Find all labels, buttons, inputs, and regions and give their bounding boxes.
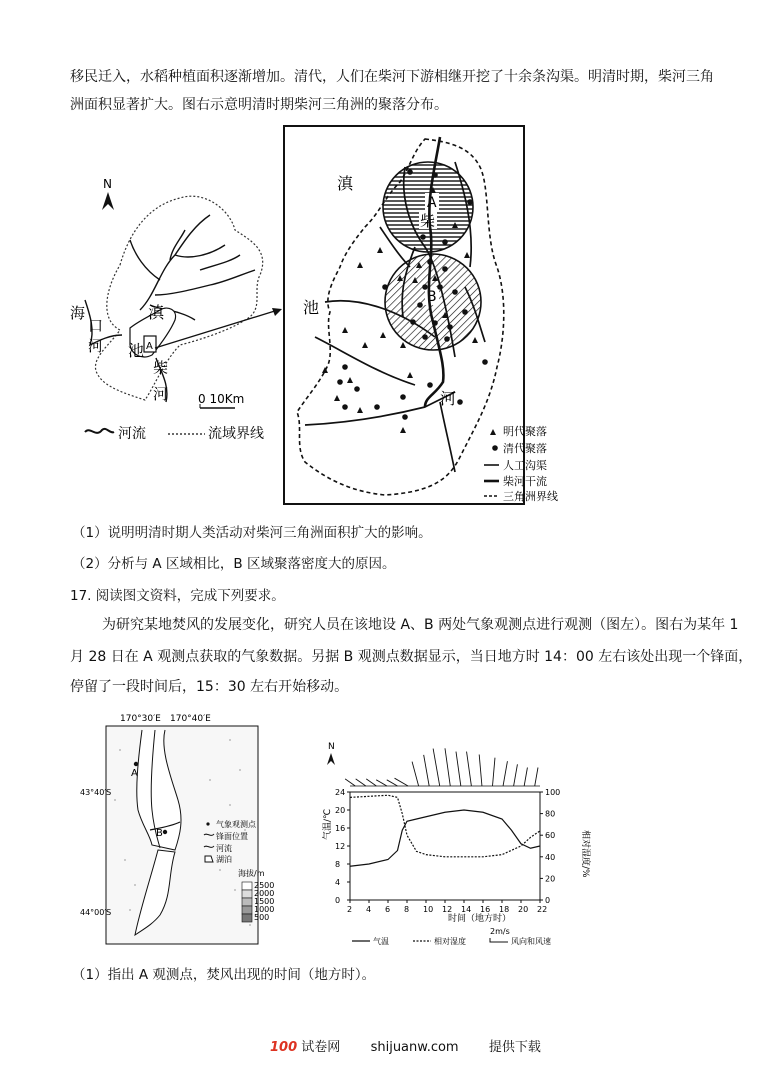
x-tick-label: 16 [480, 905, 491, 914]
y2-tick-label: 100 [545, 788, 561, 797]
zone-a-label: A [427, 195, 437, 211]
temperature-line [350, 810, 540, 866]
haikou-label-2: 口 [88, 317, 104, 335]
wind-arrow [395, 778, 409, 786]
legend-river-label: 河流 [118, 426, 146, 442]
he-label: 河 [440, 389, 457, 408]
zone-a-chai-label: 柴 [420, 212, 436, 230]
chart-legend-wind: 风向和风速 [511, 937, 551, 946]
lon-label-1: 170°30′E [120, 714, 161, 724]
q17-para-3: 停留了一段时间后，15：30 左右开始移动。 [70, 679, 349, 695]
question-17-title: 17. 阅读图文资料，完成下列要求。 [70, 588, 285, 604]
y2-tick-label: 80 [545, 809, 556, 819]
question-17-1: （1）指出 A 观测点，焚风出现的时间（地方时）。 [72, 967, 376, 983]
x-tick-label: 4 [366, 905, 372, 914]
y-tick-label: 20 [335, 806, 346, 815]
wind-arrow [356, 779, 366, 786]
wind-arrow [345, 779, 355, 786]
elev-2: 1500 [254, 897, 275, 906]
scale-label: 0 10Km [198, 392, 245, 406]
elev-1: 2000 [254, 889, 275, 898]
legend-delta-boundary: 三角洲界线 [503, 490, 558, 503]
chart-north-label: N [328, 742, 335, 752]
wind-arrow [456, 752, 461, 786]
north-label: N [103, 177, 112, 191]
y-tick-label: 24 [335, 788, 346, 797]
station-a-label: A [131, 768, 138, 779]
basin-boundary [95, 196, 262, 400]
map3-legend-lake: 湖泊 [216, 855, 232, 864]
chart-y2label: 相对湿度/% [580, 830, 590, 878]
delta-box-label: A [146, 341, 153, 352]
chai-label-1: 柴 [153, 359, 169, 377]
haikou-label-1: 海 [70, 304, 86, 322]
legend-main-river: 柴河干流 [503, 475, 547, 488]
chart-ylabel: 气温/℃ [323, 808, 333, 840]
wind-arrow [467, 752, 472, 786]
legend-ming: 明代聚落 [503, 425, 547, 438]
y-tick-label: 16 [335, 824, 346, 833]
map3-legend-station: 气象观测点 [216, 820, 256, 829]
map3-legend-front: 锋面位置 [216, 832, 248, 841]
q17-para-2: 月 28 日在 A 观测点获取的气象数据。另据 B 观测点数据显示，当日地方时 14：00 左右该处出现一个锋面， [70, 649, 753, 665]
elev-3: 1000 [254, 905, 275, 914]
x-tick-label: 8 [404, 905, 410, 914]
chart-north-icon [327, 753, 335, 765]
y2-tick-label: 40 [545, 852, 556, 862]
intro-line-2: 洲面积显著扩大。图右示意明清时期柴河三角洲的聚落分布。 [70, 97, 448, 113]
x-tick-label: 20 [518, 905, 529, 914]
x-tick-label: 22 [537, 905, 548, 914]
y-tick-label: 12 [335, 842, 346, 851]
wind-arrow [514, 764, 518, 786]
legend-river-symbol [85, 429, 114, 433]
question-16-2: （2）分析与 A 区域相比，B 区域聚落密度大的原因。 [72, 556, 396, 572]
legend-qing: 清代聚落 [503, 442, 547, 455]
x-tick-label: 12 [442, 905, 453, 914]
dian-label: 滇 [337, 174, 354, 193]
wind-arrow [433, 749, 440, 786]
chart-legend-temp: 气温 [373, 937, 389, 946]
chai-label-2: 河 [153, 385, 169, 403]
zoom-arrow [150, 300, 290, 360]
legend-boundary-label: 流域界线 [208, 426, 264, 442]
lat-label-2: 44°00′S [80, 908, 112, 917]
footer [270, 1036, 541, 1055]
chart-plot-area [350, 792, 540, 900]
lake-label-chi: 池 [128, 341, 145, 360]
station-b-label: B [156, 828, 163, 839]
delta-detail-map [285, 127, 558, 503]
wind-arrow [535, 767, 538, 786]
y-tick-label: 8 [335, 860, 341, 869]
y2-tick-label: 0 [545, 896, 551, 905]
north-arrow-icon [102, 192, 114, 210]
footer-note: 提供下载 [488, 1040, 541, 1055]
x-tick-label: 6 [385, 905, 391, 914]
wind-arrow [387, 780, 398, 786]
wind-arrow [445, 748, 450, 786]
chart-legend-rh: 相对湿度 [434, 937, 466, 946]
wind-arrow [524, 767, 527, 786]
chart-wind-scale: 2m/s [490, 927, 510, 936]
y-tick-label: 0 [335, 896, 341, 905]
chi-label: 池 [303, 298, 320, 317]
lat-label-1: 43°40′S [80, 788, 112, 797]
lake-label-dian: 滇 [148, 303, 165, 322]
chart-xlabel: 时间（地方时） [448, 914, 512, 924]
q17-para-1: 为研究某地焚风的发展变化，研究人员在该地设 A、B 两处气象观测点进行观测（图左）。图右为某年 1 [102, 617, 739, 633]
y2-tick-label: 20 [545, 874, 556, 884]
wind-arrow [412, 762, 419, 786]
wind-arrow [493, 758, 495, 786]
delta-detail-frame [283, 125, 558, 505]
elev-title: 海拔/m [238, 869, 265, 878]
x-tick-label: 18 [499, 905, 510, 914]
elev-0: 2500 [254, 881, 275, 890]
footer-logo: 100 [270, 1040, 298, 1055]
question-16-1: （1）说明明清时期人类活动对柴河三角洲面积扩大的影响。 [72, 525, 432, 541]
haikou-label-3: 河 [88, 337, 104, 355]
zone-b-label: B [427, 289, 437, 305]
station-b-dot [163, 830, 167, 834]
footer-url[interactable]: shijuanw.com [370, 1040, 459, 1055]
wind-arrow [366, 779, 376, 786]
elev-4: 500 [254, 913, 270, 922]
intro-line-1: 移民迁入，水稻种植面积逐渐增加。清代，人们在柴河下游相继开挖了十余条沟渠。明清时期，柴河三角 [70, 69, 714, 85]
wind-arrow [503, 761, 507, 786]
station-a-dot [134, 762, 138, 766]
lon-label-2: 170°40′E [170, 714, 211, 724]
x-tick-label: 14 [461, 905, 472, 914]
delta-legend [484, 424, 558, 503]
humidity-line [350, 795, 540, 857]
y-tick-label: 4 [335, 878, 341, 887]
wind-arrow [376, 780, 387, 786]
weather-chart [318, 735, 598, 965]
foehn-site-map [80, 710, 310, 950]
map3-legend-river: 河流 [216, 844, 232, 853]
y2-tick-label: 60 [545, 831, 556, 841]
x-tick-label: 10 [423, 905, 434, 914]
legend-canal: 人工沟渠 [503, 459, 547, 472]
x-tick-label: 2 [347, 905, 353, 914]
wind-arrow [479, 755, 482, 786]
wind-arrow [424, 755, 429, 786]
footer-site-cn: 试卷网 [301, 1040, 341, 1055]
